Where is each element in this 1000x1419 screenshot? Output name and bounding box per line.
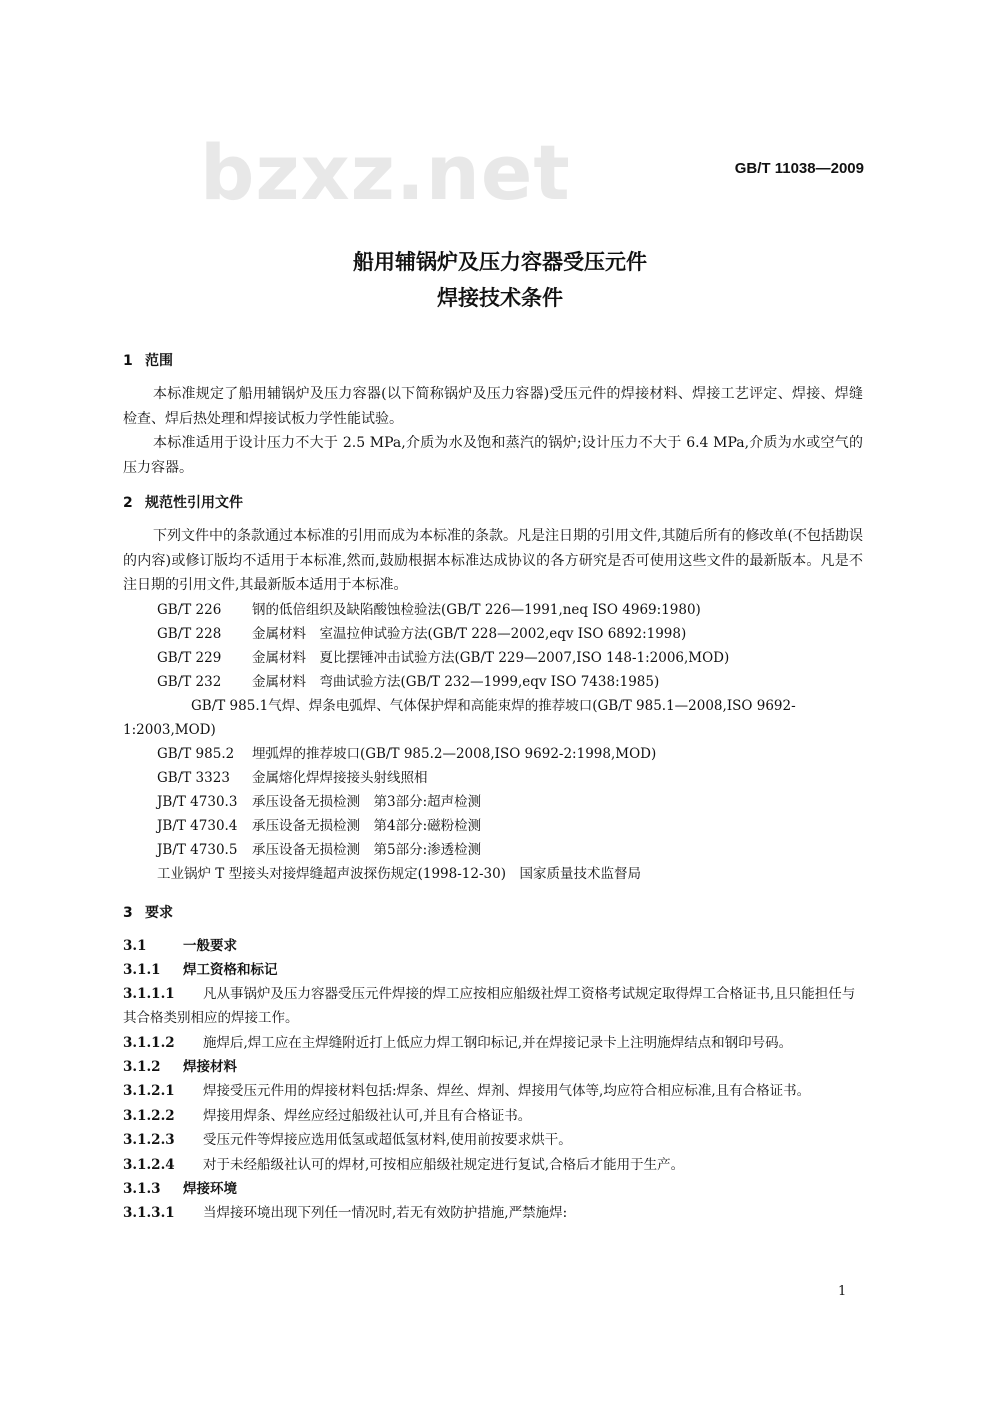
clause-text: 受压元件等焊接应选用低氢或超低氢材料,使用前按要求烘干。	[203, 1132, 572, 1148]
reference-title: 钢的低倍组织及缺陷酸蚀检验法(GB/T 226—1991,neq ISO 4969:1980)	[252, 601, 701, 618]
subsection-number: 3.1.2	[123, 1059, 161, 1075]
clause-text: 焊接受压元件用的焊接材料包括:焊条、焊丝、焊剂、焊接用气体等,均应符合相应标准,且有合格证书。	[203, 1083, 811, 1099]
clause	[123, 1153, 863, 1178]
reference-code: JB/T 4730.4	[157, 817, 238, 834]
reference-title: 承压设备无损检测 第5部分:渗透检测	[252, 841, 482, 858]
reference-code: JB/T 4730.5	[157, 841, 238, 858]
reference-title: 金属材料 室温拉伸试验方法(GB/T 228—2002,eqv ISO 6892:1998)	[252, 625, 687, 642]
clause-number: 3.1.3.1	[123, 1205, 175, 1221]
reference-title: 埋弧焊的推荐坡口(GB/T 985.2—2008,ISO 9692-2:1998,MOD)	[252, 745, 657, 762]
clause	[123, 1128, 863, 1153]
reference-item	[123, 622, 863, 646]
section-title: 范围	[145, 353, 173, 369]
reference-title: 金属材料 弯曲试验方法(GB/T 232—1999,eqv ISO 7438:1985)	[252, 673, 660, 690]
reference-code: JB/T 4730.3	[157, 793, 238, 810]
clause-number: 3.1.1.1	[123, 985, 175, 1002]
clause-number: 3.1.1.2	[123, 1034, 175, 1051]
clause	[123, 982, 863, 1031]
section-number: 3	[123, 904, 133, 921]
reference-title: 金属熔化焊焊接接头射线照相	[252, 769, 428, 786]
subsection-heading	[123, 958, 863, 982]
section-title: 要求	[145, 904, 173, 921]
section-2-heading	[123, 492, 863, 514]
reference-code: GB/T 226	[157, 601, 222, 618]
clause	[123, 1079, 863, 1104]
clause-text: 施焊后,焊工应在主焊缝附近打上低应力焊工钢印标记,并在焊接记录卡上注明施焊结点和钢印号码。	[203, 1034, 793, 1051]
page-number: 1	[838, 1284, 847, 1299]
clause-number: 3.1.2.3	[123, 1132, 175, 1148]
section-3-heading	[123, 902, 863, 924]
reference-item	[123, 814, 863, 838]
clause-number: 3.1.2.2	[123, 1107, 175, 1124]
reference-item	[123, 694, 863, 742]
subsection-title: 焊接材料	[183, 1059, 237, 1075]
reference-code: GB/T 232	[157, 673, 222, 690]
reference-title: 承压设备无损检测 第3部分:超声检测	[252, 793, 482, 810]
subsection-number: 3.1	[123, 937, 147, 954]
subsection-heading	[123, 1177, 863, 1201]
clause-text: 对于未经船级社认可的焊材,可按相应船级社规定进行复试,合格后才能用于生产。	[203, 1156, 685, 1173]
reference-title: 承压设备无损检测 第4部分:磁粉检测	[252, 817, 482, 834]
reference-item	[123, 790, 863, 814]
watermark: bzxz.net	[200, 128, 571, 217]
section-1-heading	[123, 350, 863, 372]
clause	[123, 1031, 863, 1056]
paragraph: 本标准规定了船用辅锅炉及压力容器(以下简称锅炉及压力容器)受压元件的焊接材料、焊接工艺评定、焊接、焊缝检查、焊后热处理和焊接试板力学性能试验。	[123, 386, 863, 427]
paragraph: 下列文件中的条款通过本标准的引用而成为本标准的条款。凡是注日期的引用文件,其随后所有的修改单(不包括勘误的内容)或修订版均不适用于本标准,然而,鼓励根据本标准达成协议的各方研究是否可使用这些文件的最新版本。凡是不注日期的引用文件,其最新版本适用于本标准。	[123, 528, 863, 593]
section-title: 规范性引用文件	[145, 495, 243, 511]
reference-item	[123, 646, 863, 670]
subsection-title: 一般要求	[183, 937, 237, 954]
clause	[123, 1104, 863, 1129]
reference-title: 工业锅炉 T 型接头对接焊缝超声波探伤规定(1998-12-30) 国家质量技术监督局	[157, 865, 641, 882]
document-body	[123, 350, 863, 1226]
clause-number: 3.1.2.4	[123, 1156, 175, 1173]
subsection-title: 焊工资格和标记	[183, 961, 278, 978]
subsection-number: 3.1.3	[123, 1181, 161, 1197]
reference-item	[123, 862, 863, 886]
reference-code: GB/T 985.1	[191, 697, 269, 714]
subsection-heading	[123, 934, 863, 958]
subsection-title: 焊接环境	[183, 1181, 237, 1197]
subsection-number: 3.1.1	[123, 961, 161, 978]
reference-code: GB/T 985.2	[157, 745, 235, 762]
reference-title: 气焊、焊条电弧焊、气体保护焊和高能束焊的推荐坡口(GB/T 985.1—2008,ISO 9692-1:2003,MOD)	[123, 697, 796, 738]
reference-item	[123, 598, 863, 622]
reference-code: GB/T 228	[157, 625, 222, 642]
reference-item	[123, 670, 863, 694]
clause-text: 当焊接环境出现下列任一情况时,若无有效防护措施,严禁施焊:	[203, 1205, 568, 1221]
title-line-1: 船用辅锅炉及压力容器受压元件	[353, 250, 647, 274]
clause	[123, 1201, 863, 1226]
reference-title: 金属材料 夏比摆锤冲击试验方法(GB/T 229—2007,ISO 148-1:2006,MOD)	[252, 649, 730, 666]
standard-code: GB/T 11038—2009	[734, 160, 864, 177]
subsection-heading	[123, 1055, 863, 1079]
reference-item	[123, 766, 863, 790]
section-number: 1	[123, 353, 133, 369]
section-number: 2	[123, 495, 133, 511]
title-line-2: 焊接技术条件	[437, 286, 563, 310]
paragraph: 本标准适用于设计压力不大于 2.5 MPa,介质为水及饱和蒸汽的锅炉;设计压力不大于 6.4 MPa,介质为水或空气的压力容器。	[123, 435, 863, 476]
clause-text: 凡从事锅炉及压力容器受压元件焊接的焊工应按相应船级社焊工资格考试规定取得焊工合格证书,且只能担任与其合格类别相应的焊接工作。	[123, 985, 856, 1026]
reference-item	[123, 742, 863, 766]
reference-code: GB/T 3323	[157, 769, 230, 786]
reference-code: GB/T 229	[157, 649, 222, 666]
clause-text: 焊接用焊条、焊丝应经过船级社认可,并且有合格证书。	[203, 1107, 532, 1124]
clause-number: 3.1.2.1	[123, 1083, 175, 1099]
reference-item	[123, 838, 863, 862]
